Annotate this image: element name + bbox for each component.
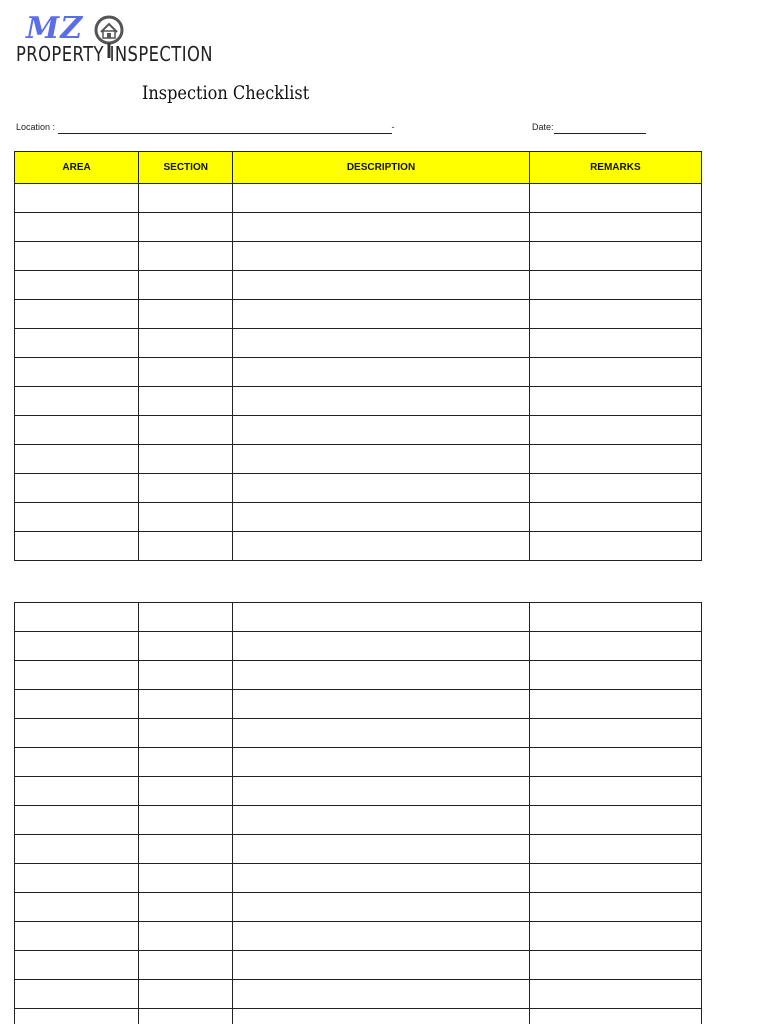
location-suffix: - <box>391 122 395 132</box>
area-cell[interactable] <box>15 358 139 387</box>
area-cell[interactable] <box>15 690 139 719</box>
table-row <box>15 864 702 893</box>
table-row <box>15 271 702 300</box>
section-cell[interactable] <box>139 690 233 719</box>
table-row <box>15 184 702 213</box>
description-cell[interactable] <box>233 387 529 416</box>
remarks-cell[interactable] <box>529 980 701 1009</box>
table-row <box>15 690 702 719</box>
location-input-line[interactable] <box>58 123 392 134</box>
table-body-top <box>15 184 702 561</box>
remarks-cell[interactable] <box>529 748 701 777</box>
area-cell[interactable] <box>15 184 139 213</box>
area-cell[interactable] <box>15 387 139 416</box>
table-row <box>15 213 702 242</box>
remarks-cell[interactable] <box>529 242 701 271</box>
area-cell[interactable] <box>15 893 139 922</box>
location-label: Location : <box>16 122 56 132</box>
section-cell[interactable] <box>139 951 233 980</box>
description-cell[interactable] <box>233 416 529 445</box>
remarks-cell[interactable] <box>529 532 701 561</box>
table-row <box>15 777 702 806</box>
section-cell[interactable] <box>139 777 233 806</box>
remarks-cell[interactable] <box>529 690 701 719</box>
area-cell[interactable] <box>15 748 139 777</box>
description-cell[interactable] <box>233 690 529 719</box>
section-cell[interactable] <box>139 416 233 445</box>
remarks-cell[interactable] <box>529 806 701 835</box>
description-cell[interactable] <box>233 719 529 748</box>
table-row <box>15 387 702 416</box>
table-row <box>15 474 702 503</box>
table-row <box>15 748 702 777</box>
table-row <box>15 806 702 835</box>
remarks-cell[interactable] <box>529 387 701 416</box>
location-field <box>16 120 395 134</box>
table-row <box>15 300 702 329</box>
section-cell[interactable] <box>139 387 233 416</box>
remarks-cell[interactable] <box>529 503 701 532</box>
company-logo <box>16 11 213 68</box>
date-input-line[interactable] <box>554 123 646 134</box>
checklist-table-bottom <box>14 602 702 1024</box>
description-cell[interactable] <box>233 893 529 922</box>
remarks-cell[interactable] <box>529 603 701 632</box>
area-cell[interactable] <box>15 242 139 271</box>
table-row <box>15 980 702 1009</box>
date-field <box>532 120 646 134</box>
table-row <box>15 416 702 445</box>
area-cell[interactable] <box>15 300 139 329</box>
description-cell[interactable] <box>233 358 529 387</box>
section-cell[interactable] <box>139 445 233 474</box>
description-cell[interactable] <box>233 835 529 864</box>
section-cell[interactable] <box>139 835 233 864</box>
section-cell[interactable] <box>139 864 233 893</box>
remarks-cell[interactable] <box>529 661 701 690</box>
area-cell[interactable] <box>15 416 139 445</box>
area-cell[interactable] <box>15 719 139 748</box>
table-row <box>15 835 702 864</box>
section-cell[interactable] <box>139 358 233 387</box>
area-cell[interactable] <box>15 445 139 474</box>
logo-company-name: PROPERTY INSPECTION <box>16 42 213 66</box>
remarks-cell[interactable] <box>529 893 701 922</box>
table-row <box>15 922 702 951</box>
column-header-remarks: REMARKS <box>529 152 701 184</box>
remarks-cell[interactable] <box>529 474 701 503</box>
remarks-cell[interactable] <box>529 300 701 329</box>
section-cell[interactable] <box>139 300 233 329</box>
remarks-cell[interactable] <box>529 184 701 213</box>
table-row <box>15 661 702 690</box>
remarks-cell[interactable] <box>529 1009 701 1024</box>
section-cell[interactable] <box>139 242 233 271</box>
table-row <box>15 503 702 532</box>
remarks-cell[interactable] <box>529 416 701 445</box>
area-cell[interactable] <box>15 474 139 503</box>
description-cell[interactable] <box>233 213 529 242</box>
remarks-cell[interactable] <box>529 951 701 980</box>
section-cell[interactable] <box>139 748 233 777</box>
area-cell[interactable] <box>15 213 139 242</box>
description-cell[interactable] <box>233 184 529 213</box>
remarks-cell[interactable] <box>529 835 701 864</box>
area-cell[interactable] <box>15 632 139 661</box>
remarks-cell[interactable] <box>529 632 701 661</box>
table-row <box>15 242 702 271</box>
area-cell[interactable] <box>15 806 139 835</box>
checklist-table-top <box>14 151 702 561</box>
description-cell[interactable] <box>233 864 529 893</box>
area-cell[interactable] <box>15 864 139 893</box>
remarks-cell[interactable] <box>529 777 701 806</box>
table-row <box>15 358 702 387</box>
area-cell[interactable] <box>15 603 139 632</box>
section-cell[interactable] <box>139 532 233 561</box>
remarks-cell[interactable] <box>529 271 701 300</box>
section-cell[interactable] <box>139 184 233 213</box>
description-cell[interactable] <box>233 777 529 806</box>
section-cell[interactable] <box>139 922 233 951</box>
area-cell[interactable] <box>15 922 139 951</box>
section-cell[interactable] <box>139 271 233 300</box>
date-label: Date: <box>532 122 554 132</box>
description-cell[interactable] <box>233 503 529 532</box>
table-row <box>15 951 702 980</box>
remarks-cell[interactable] <box>529 445 701 474</box>
area-cell[interactable] <box>15 271 139 300</box>
remarks-cell[interactable] <box>529 922 701 951</box>
area-cell[interactable] <box>15 777 139 806</box>
table-row <box>15 532 702 561</box>
section-cell[interactable] <box>139 329 233 358</box>
area-cell[interactable] <box>15 503 139 532</box>
remarks-cell[interactable] <box>529 329 701 358</box>
description-cell[interactable] <box>233 980 529 1009</box>
description-cell[interactable] <box>233 271 529 300</box>
area-cell[interactable] <box>15 835 139 864</box>
section-cell[interactable] <box>139 474 233 503</box>
description-cell[interactable] <box>233 445 529 474</box>
table-row <box>15 893 702 922</box>
column-header-area: AREA <box>15 152 139 184</box>
section-cell[interactable] <box>139 632 233 661</box>
section-cell[interactable] <box>139 503 233 532</box>
description-cell[interactable] <box>233 300 529 329</box>
description-cell[interactable] <box>233 922 529 951</box>
logo-monogram: MZ <box>26 11 84 46</box>
section-cell[interactable] <box>139 980 233 1009</box>
remarks-cell[interactable] <box>529 213 701 242</box>
section-cell[interactable] <box>139 1009 233 1024</box>
remarks-cell[interactable] <box>529 358 701 387</box>
table-row <box>15 1009 702 1024</box>
area-cell[interactable] <box>15 980 139 1009</box>
section-cell[interactable] <box>139 893 233 922</box>
section-cell[interactable] <box>139 661 233 690</box>
area-cell[interactable] <box>15 661 139 690</box>
area-cell[interactable] <box>15 329 139 358</box>
description-cell[interactable] <box>233 242 529 271</box>
description-cell[interactable] <box>233 661 529 690</box>
description-cell[interactable] <box>233 329 529 358</box>
description-cell[interactable] <box>233 603 529 632</box>
table-row <box>15 603 702 632</box>
description-cell[interactable] <box>233 532 529 561</box>
column-header-description: DESCRIPTION <box>233 152 529 184</box>
table-row <box>15 719 702 748</box>
area-cell[interactable] <box>15 532 139 561</box>
description-cell[interactable] <box>233 1009 529 1024</box>
description-cell[interactable] <box>233 474 529 503</box>
area-cell[interactable] <box>15 951 139 980</box>
section-cell[interactable] <box>139 719 233 748</box>
table-row <box>15 632 702 661</box>
description-cell[interactable] <box>233 632 529 661</box>
table-body-bottom <box>15 603 702 1024</box>
section-cell[interactable] <box>139 213 233 242</box>
column-header-section: SECTION <box>139 152 233 184</box>
page-title: Inspection Checklist <box>142 82 310 104</box>
section-cell[interactable] <box>139 806 233 835</box>
description-cell[interactable] <box>233 806 529 835</box>
remarks-cell[interactable] <box>529 864 701 893</box>
table-row <box>15 329 702 358</box>
table-header-row <box>15 152 702 184</box>
section-cell[interactable] <box>139 603 233 632</box>
area-cell[interactable] <box>15 1009 139 1024</box>
description-cell[interactable] <box>233 748 529 777</box>
table-row <box>15 445 702 474</box>
description-cell[interactable] <box>233 951 529 980</box>
remarks-cell[interactable] <box>529 719 701 748</box>
